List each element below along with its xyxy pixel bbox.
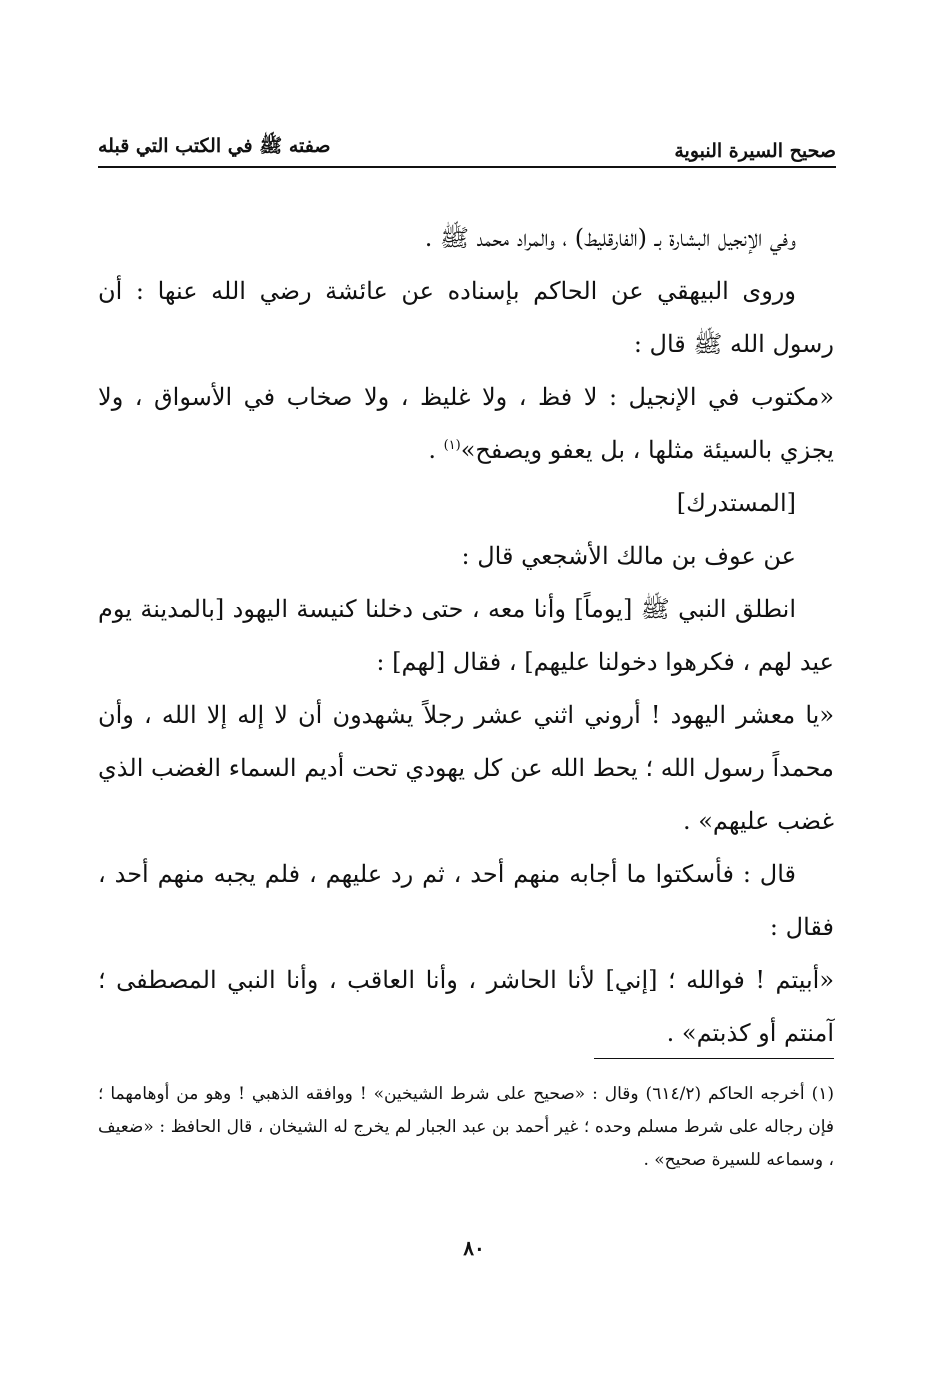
main-text	[98, 212, 834, 1060]
footnote-ref: (١)	[443, 438, 461, 453]
page-number: ٨٠	[463, 1236, 485, 1260]
section-title: صفته ﷺ في الكتب التي قبله	[98, 135, 331, 157]
paragraph-awf: عن عوف بن مالك الأشجعي قال :	[461, 542, 796, 570]
paragraph-reply: قال : فأسكتوا ما أجابه منهم أحد ، ثم رد عليهم ، فلم يجبه منهم أحد ، فقال :	[98, 860, 834, 941]
source-label: [المستدرك]	[676, 489, 796, 517]
footnote-rule	[594, 1058, 834, 1059]
running-header	[98, 128, 836, 162]
paragraph-injil: وفي الإنجيل البشارة بـ (الفارقليط) ، والمراد محمد ﷺ .	[424, 224, 796, 252]
quote-injil-end: .	[428, 436, 444, 464]
paragraph-quote-yahud: «يا معشر اليهود ! أروني اثني عشر رجلاً يشهدون أن لا إله إلا الله ، وأن محمداً رسول الله ؛ يحط الله عن كل يهودي تحت أديم السماء الغضب الذي غضب عليهم» .	[98, 701, 834, 835]
footnotes	[98, 1078, 834, 1177]
paragraph-narration: انطلق النبي ﷺ [يوماً] وأنا معه ، حتى دخلنا كنيسة اليهود [بالمدينة يوم عيد لهم ، فكرهوا دخولنا عليهم] ، فقال [لهم] :	[98, 595, 834, 676]
paragraph-quote-injil	[98, 371, 834, 477]
paragraph-bayhaqi: وروى البيهقي عن الحاكم بإسناده عن عائشة رضي الله عنها : أن رسول الله ﷺ قال :	[98, 277, 834, 358]
paragraph-quote-abaytum: «أبيتم ! فوالله ؛ [إني] لأنا الحاشر ، وأنا العاقب ، وأنا النبي المصطفى ؛ آمنتم أو كذبتم» .	[98, 966, 834, 1047]
book-title: صحيح السيرة النبوية	[674, 140, 836, 162]
quote-injil-text: «مكتوب في الإنجيل : لا فظ ، ولا غليظ ، ولا صخاب في الأسواق ، ولا يجزي بالسيئة مثلها ، بل يعفو ويصفح»	[98, 383, 835, 464]
header-rule	[98, 166, 836, 168]
footnote-1: (١) أخرجه الحاكم (٦١٤/٢) وقال : «صحيح على شرط الشيخين» ! ووافقه الذهبي ! وهو من أوهامهما ؛ فإن رجاله على شرط مسلم وحده ؛ غير أحمد بن عبد الجبار لم يخرج له الشيخان ، قال الحافظ : «ضعيف ، وسماعه للسيرة صحيح» .	[98, 1084, 834, 1170]
